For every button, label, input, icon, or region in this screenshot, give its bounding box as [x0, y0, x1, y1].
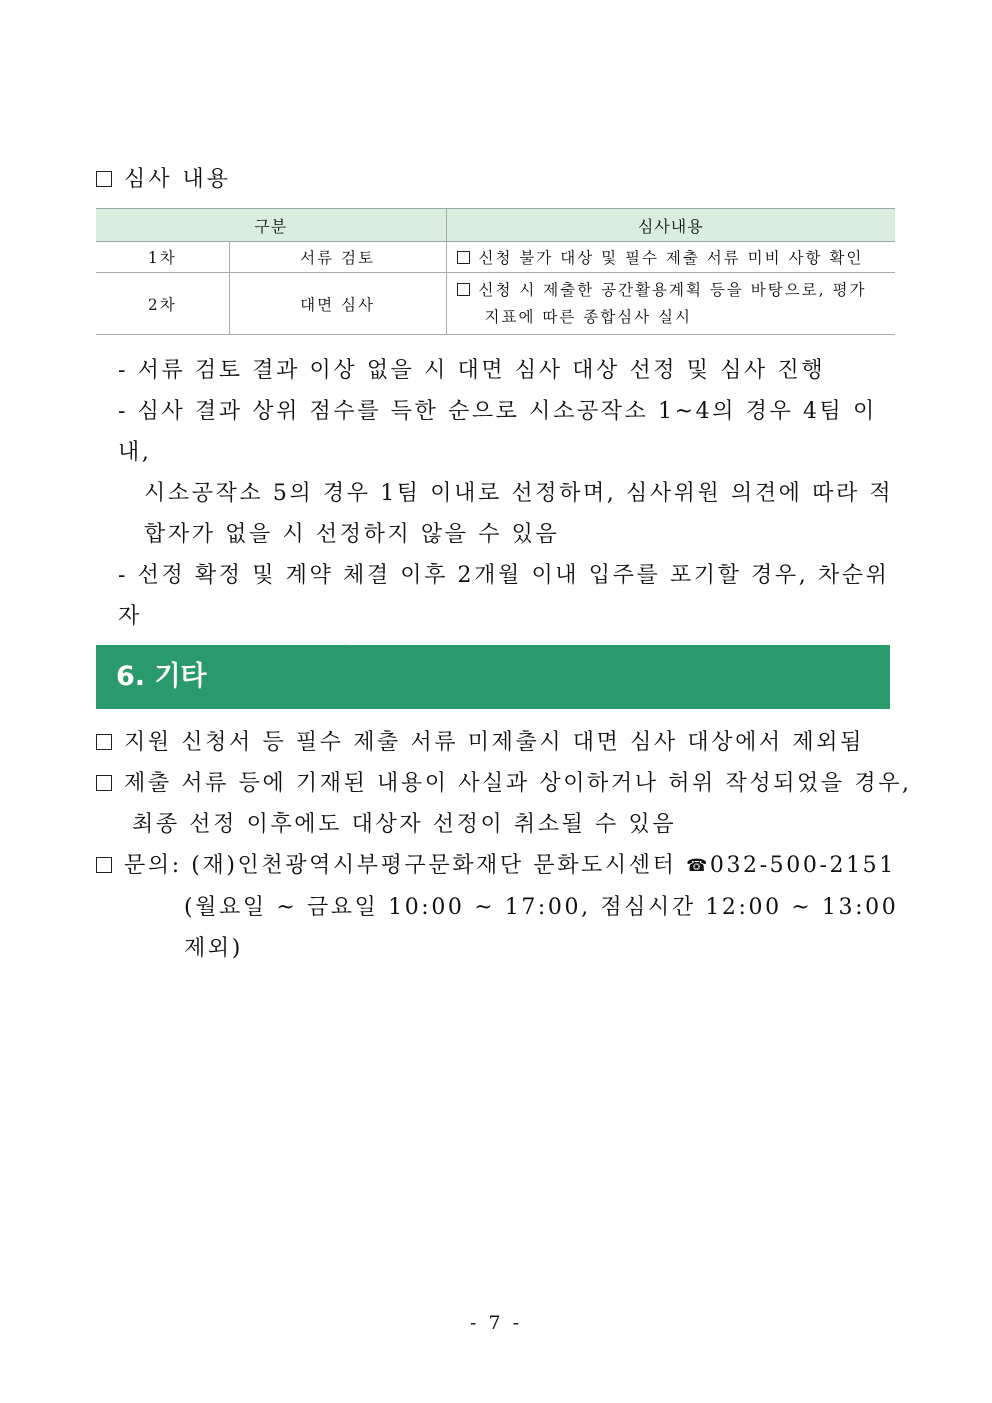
contact-phone: 032-500-2151: [709, 853, 896, 878]
review-heading: [96, 162, 231, 193]
section-6-items: [96, 722, 916, 969]
note-item-cont: 합자가 없을 시 선정하지 않을 수 있음: [144, 522, 560, 547]
table-cell-content-text: 신청 시 제출한 공간활용계획 등을 바탕으로, 평가: [478, 280, 867, 299]
page-number: - 7 -: [469, 1312, 522, 1334]
list-item-cont: 최종 선정 이후에도 대상자 선정이 취소될 수 있음: [132, 812, 677, 837]
review-table: [96, 208, 895, 335]
table-cell-round: 1차: [96, 242, 229, 273]
note-item: - 선정 확정 및 계약 체결 이후 2개월 이내 입주를 포기할 경우, 차순위자: [118, 563, 890, 629]
section-6-header: [96, 645, 890, 709]
checkbox-square-icon: [96, 857, 112, 873]
table-cell-round: 2차: [96, 273, 229, 335]
list-item: [96, 722, 916, 763]
contact-hours: (월요일 ~ 금요일 10:00 ~ 17:00, 점심시간 12:00 ~ 13:00 제외): [184, 895, 899, 961]
list-item: [96, 845, 916, 887]
note-item: - 서류 검토 결과 이상 없을 시 대면 심사 대상 선정 및 심사 진행: [118, 358, 826, 383]
section-6-title: 6. 기타: [116, 661, 207, 692]
table-cell-content-text: 신청 불가 대상 및 필수 제출 서류 미비 사항 확인: [478, 249, 864, 267]
review-heading-text: 심사 내용: [124, 167, 232, 192]
note-item-cont: 시소공작소 5의 경우 1팀 이내로 선정하며, 심사위원 의견에 따라 적: [144, 481, 894, 506]
list-item: [96, 763, 916, 804]
table-header-content: 심사내용: [446, 209, 895, 242]
checkbox-square-icon: [96, 171, 112, 187]
table-cell-content: [446, 273, 895, 335]
checkbox-square-icon: [96, 775, 112, 791]
table-row: [96, 242, 895, 273]
table-cell-type: 대면 심사: [229, 273, 446, 335]
table-row: [96, 273, 895, 335]
table-cell-content: [446, 242, 895, 273]
list-item-text: 제출 서류 등에 기재된 내용이 사실과 상이하거나 허위 작성되었을 경우,: [124, 771, 912, 796]
checkbox-square-icon: [457, 251, 470, 264]
phone-icon: ☎: [686, 856, 710, 876]
table-header-category: 구분: [96, 209, 446, 242]
table-header-row: [96, 209, 895, 242]
note-item: - 심사 결과 상위 점수를 득한 순으로 시소공작소 1~4의 경우 4팀 이내,: [118, 399, 877, 465]
contact-text: 문의: (재)인천광역시부평구문화재단 문화도시센터: [124, 853, 687, 878]
review-notes: [118, 350, 908, 678]
list-item-text: 지원 신청서 등 필수 제출 서류 미제출시 대면 심사 대상에서 제외됨: [124, 730, 864, 755]
table-cell-content-text: 지표에 따른 종합심사 실시: [484, 307, 693, 326]
checkbox-square-icon: [457, 283, 470, 296]
checkbox-square-icon: [96, 734, 112, 750]
table-cell-type: 서류 검토: [229, 242, 446, 273]
